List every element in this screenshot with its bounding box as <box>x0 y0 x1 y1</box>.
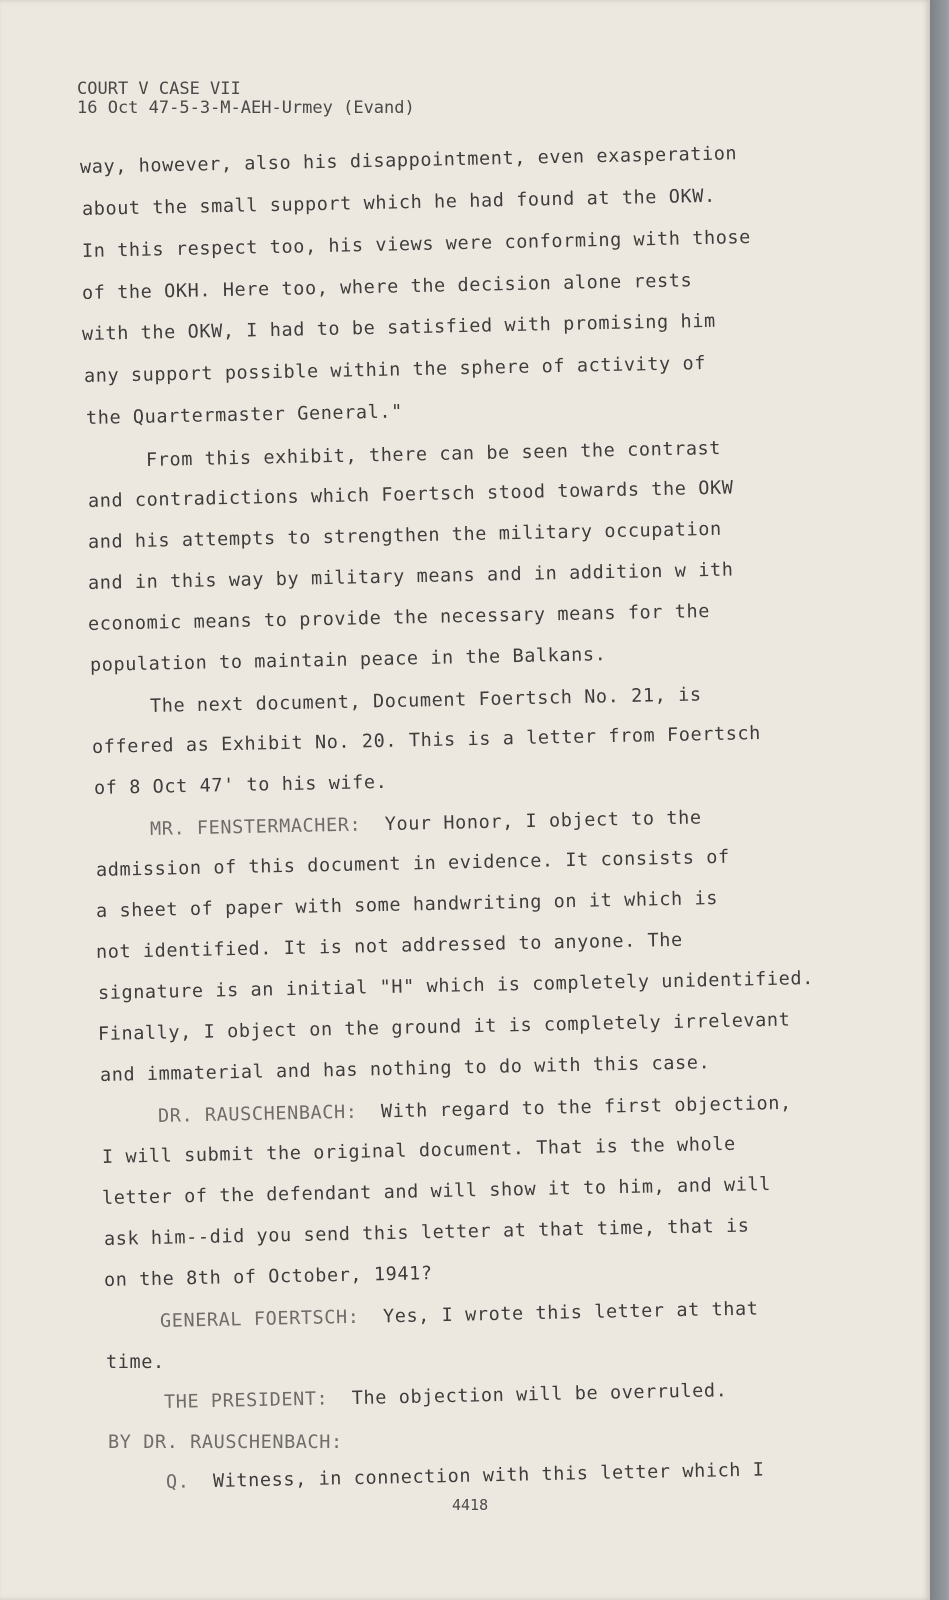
speaker-label: GENERAL FOERTSCH: <box>159 1306 360 1332</box>
text-line: economic means to provide the necessary means for the <box>87 600 711 635</box>
text-line: letter of the defendant and will show it to him, and will <box>101 1173 772 1209</box>
speaker-line <box>160 1298 759 1332</box>
text-line: not identified. It is not addressed to anyone. The <box>95 929 683 963</box>
speaker-label: DR. RAUSCHENBACH: <box>157 1101 358 1127</box>
text-line: population to maintain peace in the Balkans. <box>89 644 607 676</box>
text-line: and his attempts to strengthen the military occupation <box>87 518 722 553</box>
speaker-text: The objection will be overruled. <box>351 1380 728 1410</box>
text-line: The next document, Document Foertsch No. 21, is <box>149 684 702 717</box>
text-line: From this exhibit, there can be seen the contrast <box>145 437 722 471</box>
text-line: I will submit the original document. That is the whole <box>101 1133 736 1168</box>
text-line: about the small support which he had found at the OKW. <box>81 185 716 220</box>
speaker-text: Your Honor, I object to the <box>384 807 702 836</box>
speaker-label: MR. FENSTERMACHER: <box>149 814 362 840</box>
text-line: of the OKH. Here too, where the decision alone rests <box>81 270 693 304</box>
question-text: Witness, in connection with this letter which I <box>212 1459 765 1493</box>
text-line: and in this way by military means and in addition w ith <box>87 559 734 594</box>
text-line: offered as Exhibit No. 20. This is a letter from Foertsch <box>91 722 762 758</box>
question-line <box>166 1459 765 1493</box>
text-line: with the OKW, I had to be satisfied with promising him <box>81 310 716 345</box>
speaker-line <box>150 807 702 840</box>
text-line: a sheet of paper with some handwriting on it which is <box>95 887 719 922</box>
text-line: and immaterial and has nothing to do with this case. <box>99 1052 711 1086</box>
text-line: on the 8th of October, 1941? <box>103 1263 433 1291</box>
examination-heading: BY DR. RAUSCHENBACH: <box>108 1432 343 1453</box>
speaker-text: With regard to the first objection, <box>380 1092 792 1123</box>
text-line: any support possible within the sphere of activity of <box>83 352 707 387</box>
text-line: signature is an initial "H" which is completely unidentified. <box>97 968 815 1004</box>
scan-background-edge <box>930 0 949 1600</box>
text-line: time. <box>106 1352 165 1373</box>
question-label: Q. <box>165 1471 190 1493</box>
text-line: the Quartermaster General." <box>85 401 404 429</box>
text-line: way, however, also his disappointment, even exasperation <box>79 143 738 178</box>
text-line: and contradictions which Foertsch stood towards the OKW <box>87 477 734 512</box>
text-line: In this respect too, his views were conforming with those <box>81 226 752 262</box>
speaker-label: THE PRESIDENT: <box>163 1388 329 1413</box>
date-reporter-line: 16 Oct 47-5-3-M-AEH-Urmey (Evand) <box>77 98 415 118</box>
text-line: ask him--did you send this letter at that time, that is <box>103 1215 750 1250</box>
case-header <box>77 80 415 118</box>
text-line: Finally, I object on the ground it is completely irrelevant <box>97 1009 791 1045</box>
court-case-line: COURT V CASE VII <box>77 79 241 99</box>
text-line: admission of this document in evidence. It consists of <box>95 846 730 881</box>
page-number: 4418 <box>452 1496 489 1514</box>
speaker-line <box>158 1093 792 1127</box>
speaker-line <box>164 1380 728 1413</box>
speaker-text: Yes, I wrote this letter at that <box>382 1298 759 1328</box>
text-line: of 8 Oct 47' to his wife. <box>93 771 388 799</box>
